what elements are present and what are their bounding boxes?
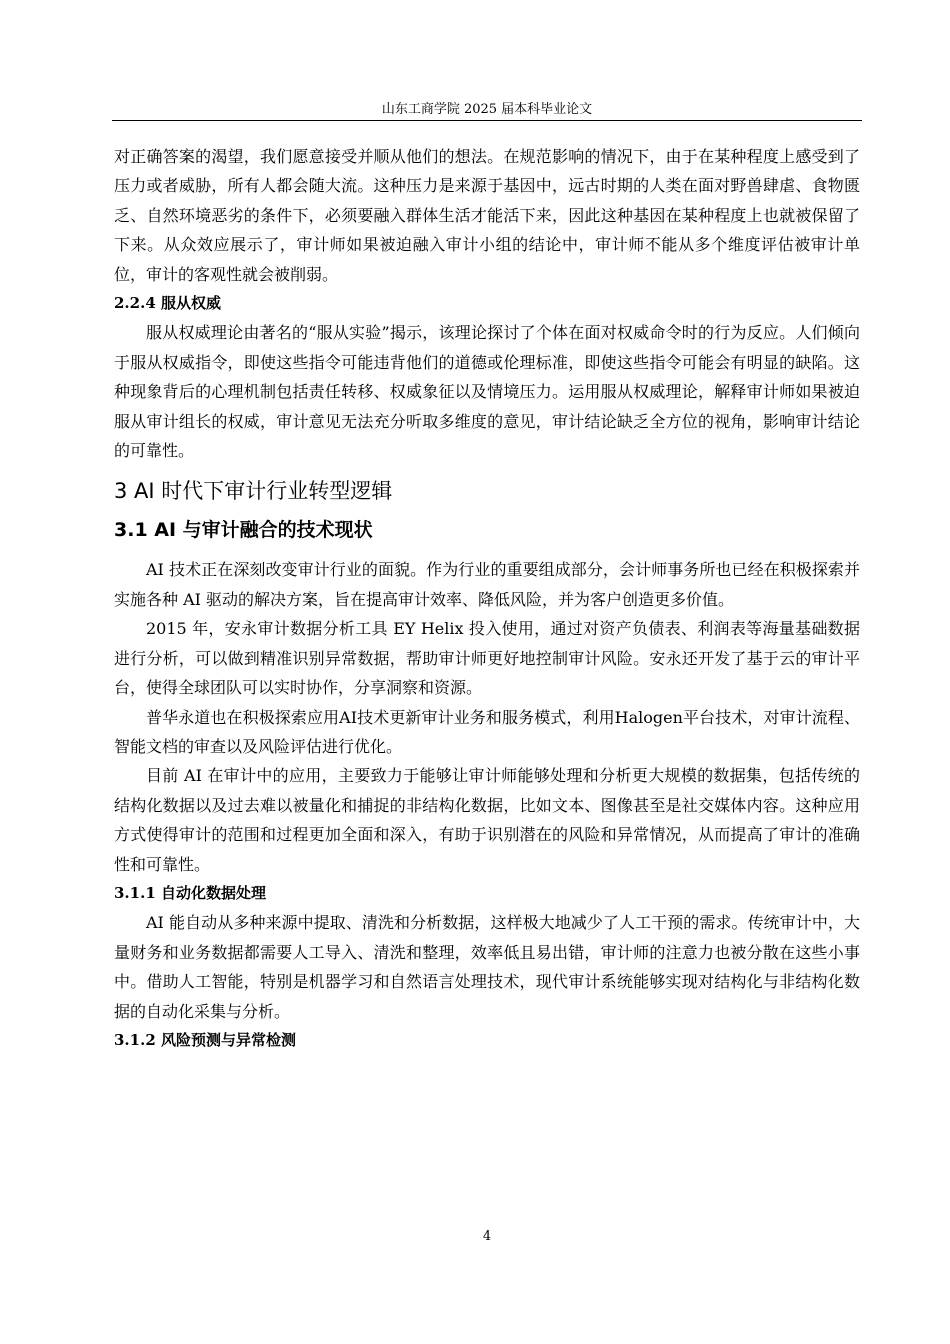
paragraph-pwc-halogen: 普华永道也在积极探索应用AI技术更新审计业务和服务模式，利用Halogen平台技术，对审计流程、智能文档的审查以及风险评估进行优化。 <box>114 707 860 756</box>
paragraph-ai-tech-intro: AI 技术正在深刻改变审计行业的面貌。作为行业的重要组成部分，会计师事务所也已经在积极探索并实施各种 AI 驱动的解决方案，旨在提高审计效率、降低风险，并为客户创造更多价值。 <box>114 560 860 609</box>
running-header: 山东工商学院 2025 届本科毕业论文 <box>381 102 593 117</box>
header-rule <box>112 120 862 121</box>
paragraph-ai-application: 目前 AI 在审计中的应用，主要致力于能够让审计师能够处理和分析更大规模的数据集，包括传统的结构化数据以及过去难以被量化和捕捉的非结构化数据，比如文本、图像甚至是社交媒体内容。这种应用方式使得审计的范围和过程更加全面和深入，有助于识别潜在的风险和异常情况，从而提高了审计的准确性和可靠性。 <box>114 766 860 874</box>
section-heading-3-1: 3.1 AI 与审计融合的技术现状 <box>114 519 373 542</box>
chapter-heading-3: 3 AI 时代下审计行业转型逻辑 <box>114 479 393 504</box>
page-number: 4 <box>482 1229 492 1244</box>
paragraph-obedience-authority: 服从权威理论由著名的“服从实验”揭示，该理论探讨了个体在面对权威命令时的行为反应。人们倾向于服从权威指令，即使这些指令可能违背他们的道德或伦理标准，即使这些指令可能会有明显的缺陷。这种现象背后的心理机制包括责任转移、权威象征以及情境压力。运用服从权威理论，解释审计师如果被迫服从审计组长的权威，审计意见无法充分听取多维度的意见，审计结论缺乏全方位的视角，影响审计结论的可靠性。 <box>114 323 860 461</box>
section-heading-3-1-1: 3.1.1 自动化数据处理 <box>114 883 266 902</box>
paragraph-ey-helix: 2015 年，安永审计数据分析工具 EY Helix 投入使用，通过对资产负债表、利润表等海量基础数据进行分析，可以做到精准识别异常数据，帮助审计师更好地控制审计风险。安永还开发了基于云的审计平台，使得全球团队可以实时协作，分享洞察和资源。 <box>114 619 860 698</box>
paragraph-conformity-continued: 对正确答案的渴望，我们愿意接受并顺从他们的想法。在规范影响的情况下，由于在某种程度上感受到了压力或者威胁，所有人都会随大流。这种压力是来源于基因中，远古时期的人类在面对野兽肆虐、食物匮乏、自然环境恶劣的条件下，必须要融入群体生活才能活下来，因此这种基因在某种程度上也就被保留了下来。从众效应展示了，审计师如果被迫融入审计小组的结论中，审计师不能从多个维度评估被审计单位，审计的客观性就会被削弱。 <box>114 147 860 284</box>
section-heading-3-1-2: 3.1.2 风险预测与异常检测 <box>114 1030 296 1049</box>
section-heading-2-2-4: 2.2.4 服从权威 <box>114 294 221 313</box>
paragraph-automated-data-processing: AI 能自动从多种来源中提取、清洗和分析数据，这样极大地减少了人工干预的需求。传统审计中，大量财务和业务数据都需要人工导入、清洗和整理，效率低且易出错，审计师的注意力也被分散在这些小事中。借助人工智能，特别是机器学习和自然语言处理技术，现代审计系统能够实现对结构化与非结构化数据的自动化采集与分析。 <box>114 913 860 1021</box>
page-body <box>114 142 860 1055</box>
